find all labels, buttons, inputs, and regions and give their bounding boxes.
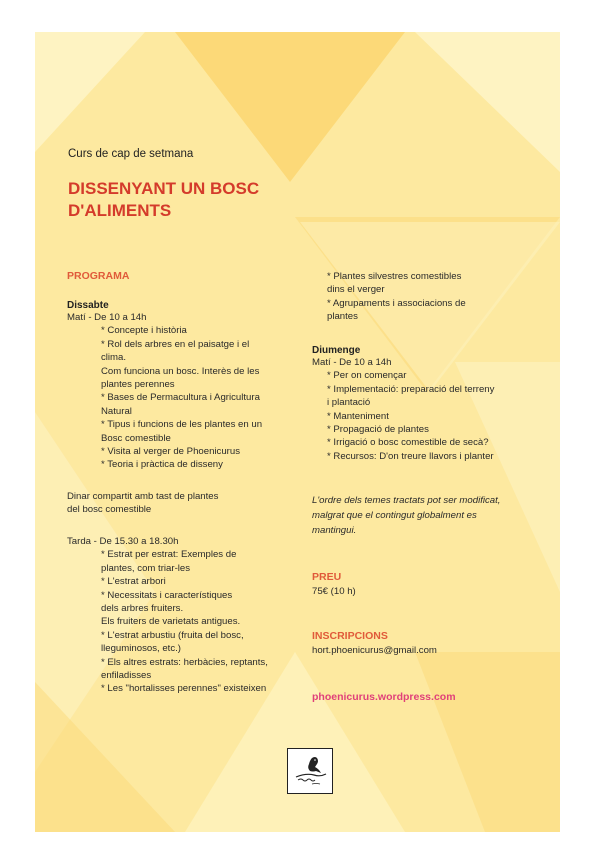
list-item: i plantació [327, 397, 371, 409]
programa-heading: PROGRAMA [67, 270, 130, 282]
list-item: * Necessitats i característiques [101, 589, 233, 601]
list-item: * Per on començar [327, 370, 407, 382]
list-item: Bosc comestible [101, 432, 171, 444]
course-title [68, 178, 368, 222]
list-item: * Teoria i pràctica de disseny [101, 459, 223, 471]
phoenicurus-logo [287, 748, 333, 794]
sunday-list [312, 369, 552, 463]
list-item: clima. [101, 352, 127, 364]
list-item: Els fruiters de varietats antigues. [101, 616, 241, 628]
list-item: * Els altres estrats: herbàcies, reptants, [101, 656, 268, 668]
list-item: * Bases de Permacultura i Agricultura [101, 392, 260, 404]
list-item: * Tipus i funcions de les plantes en un [101, 419, 263, 431]
registration-block [312, 630, 552, 657]
note-line: mantingui. [312, 525, 357, 536]
list-item: * Manteniment [327, 410, 389, 422]
list-item: lleguminosos, etc.) [101, 643, 181, 655]
list-item: enfiladisses [101, 670, 152, 682]
list-item: * Plantes silvestres comestibles [327, 271, 462, 282]
saturday-morning-list [67, 324, 307, 471]
saturday-morning-label: Matí - De 10 a 14h [67, 312, 147, 323]
list-item: Natural [101, 405, 132, 417]
list-item: * Estrat per estrat: Exemples de [101, 549, 237, 561]
list-item: dins el verger [327, 284, 385, 296]
course-subtitle: Curs de cap de setmana [68, 148, 194, 160]
list-item: plantes [327, 311, 358, 323]
list-item: * Visita al verger de Phoenicurus [101, 446, 241, 458]
list-item: plantes, com triar-les [101, 562, 191, 574]
saturday-afternoon-label: Tarda - De 15.30 a 18.30h [67, 536, 179, 547]
note-line: malgrat que el contingut globalment es [312, 510, 477, 521]
list-item: * L'estrat arbustiu (fruita del bosc, [101, 629, 244, 641]
poster [35, 32, 560, 832]
saturday-afternoon-block [67, 535, 307, 696]
sunday-morning-label: Matí - De 10 a 14h [312, 357, 392, 368]
price-block [312, 571, 552, 598]
list-item: * Propagació de plantes [327, 424, 429, 436]
note-line: L'ordre dels temes tractats pot ser modificat, [312, 495, 501, 506]
registration-heading: INSCRIPCIONS [312, 630, 388, 642]
schedule-note [312, 493, 552, 538]
list-item: dels arbres fruiters. [101, 603, 184, 615]
registration-email[interactable]: hort.phoenicurus@gmail.com [312, 645, 437, 656]
saturday-heading: Dissabte [67, 300, 109, 311]
sunday-heading: Diumenge [312, 345, 361, 356]
price-heading: PREU [312, 571, 342, 583]
lunch-line: Dinar compartit amb tast de plantes [67, 491, 219, 502]
list-item: * Recursos: D'on treure llavors i planter [327, 450, 494, 462]
saturday-block [67, 300, 307, 472]
sunday-block [312, 345, 552, 463]
list-item: * Irrigació o bosc comestible de secà? [327, 437, 489, 449]
saturday-afternoon-list [67, 548, 307, 695]
title-line: D'ALIMENTS [68, 201, 172, 220]
list-item: * L'estrat arbori [101, 576, 166, 588]
list-item: * Implementació: preparació del terreny [327, 383, 495, 395]
list-item: * Rol dels arbres en el paisatge i el [101, 338, 250, 350]
lunch-note [67, 490, 307, 517]
list-item: * Les "hortalisses perennes" existeixen [101, 683, 267, 695]
bird-logo-icon [288, 749, 332, 793]
list-item: Com funciona un bosc. Interès de les [101, 365, 260, 377]
list-item: * Concepte i història [101, 325, 187, 337]
list-item: plantes perennes [101, 379, 175, 391]
price-value: 75€ (10 h) [312, 586, 356, 597]
poster-content [35, 32, 560, 832]
list-item: * Agrupaments i associacions de [327, 297, 466, 309]
title-line: DISSENYANT UN BOSC [68, 179, 260, 198]
website-link[interactable]: phoenicurus.wordpress.com [312, 691, 456, 703]
lunch-line: del bosc comestible [67, 504, 152, 516]
saturday-continuation [312, 270, 560, 324]
